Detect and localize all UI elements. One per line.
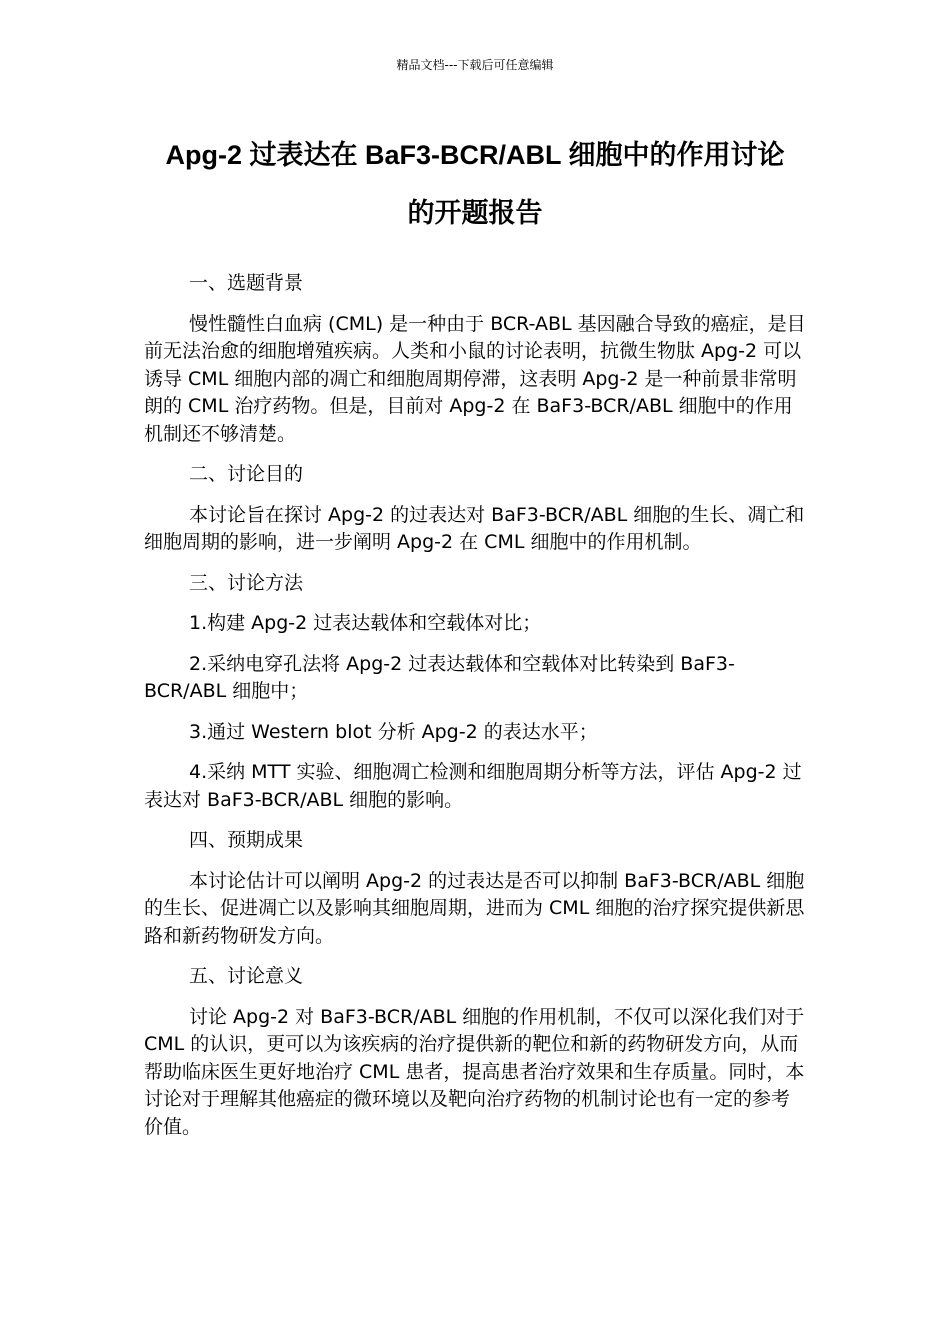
- page-header: 精品文档---下载后可任意编辑: [396, 58, 554, 72]
- section-heading-expected-results: 四、预期成果: [189, 829, 304, 851]
- method-item-4: 4.采纳 MTT 实验、细胞凋亡检测和细胞周期分析等方法，评估 Apg-2 过表达对 BaF3-BCR/ABL 细胞的影响。: [144, 761, 802, 811]
- document-title-line-2: 的开题报告: [407, 198, 543, 228]
- section-heading-methods: 三、讨论方法: [189, 571, 304, 594]
- document-body: [144, 270, 808, 1154]
- paragraph-background: 慢性髓性白血病 (CML) 是一种由于 BCR-ABL 基因融合导致的癌症，是目前无法治愈的细胞增殖疾病。人类和小鼠的讨论表明，抗微生物肽 Apg-2 可以诱导 CML 细胞内部的凋亡和细胞周期停滞，这表明 Apg-2 是一种前景非常明朗的 CML 治疗药物。但是，目前对 Apg-2 在 BaF3-BCR/ABL 细胞中的作用机制还不够清楚。: [144, 312, 806, 445]
- method-item-2: 2.采纳电穿孔法将 Apg-2 过表达载体和空载体对比转染到 BaF3-BCR/ABL 细胞中；: [144, 652, 735, 702]
- section-heading-significance: 五、讨论意义: [189, 965, 304, 987]
- document-title-line-1: Apg-2 过表达在 BaF3-BCR/ABL 细胞中的作用讨论: [165, 140, 785, 170]
- section-heading-background: 一、选题背景: [189, 272, 304, 294]
- section-heading-purpose: 二、讨论目的: [189, 463, 304, 485]
- paragraph-purpose: 本讨论旨在探讨 Apg-2 的过表达对 BaF3-BCR/ABL 细胞的生长、凋亡和细胞周期的影响，进一步阐明 Apg-2 在 CML 细胞中的作用机制。: [144, 503, 805, 553]
- paragraph-significance: 讨论 Apg-2 对 BaF3-BCR/ABL 细胞的作用机制，不仅可以深化我们对于 CML 的认识，更可以为该疾病的治疗提供新的靶位和新的药物研发方向，从而帮助临床医生更好地治疗 CML 患者，提高患者治疗效果和生存质量。同时，本讨论对于理解其他癌症的微环境以及靶向治疗药物的机制讨论也有一定的参考价值。: [144, 1005, 805, 1138]
- method-item-3: 3.通过 Western blot 分析 Apg-2 的表达水平；: [189, 720, 598, 743]
- method-item-1: 1.构建 Apg-2 过表达载体和空载体对比；: [189, 612, 542, 634]
- paragraph-expected-results: 本讨论估计可以阐明 Apg-2 的过表达是否可以抑制 BaF3-BCR/ABL 细胞的生长、促进凋亡以及影响其细胞周期，进而为 CML 细胞的治疗探究提供新思路和新药物研发方向。: [144, 869, 805, 947]
